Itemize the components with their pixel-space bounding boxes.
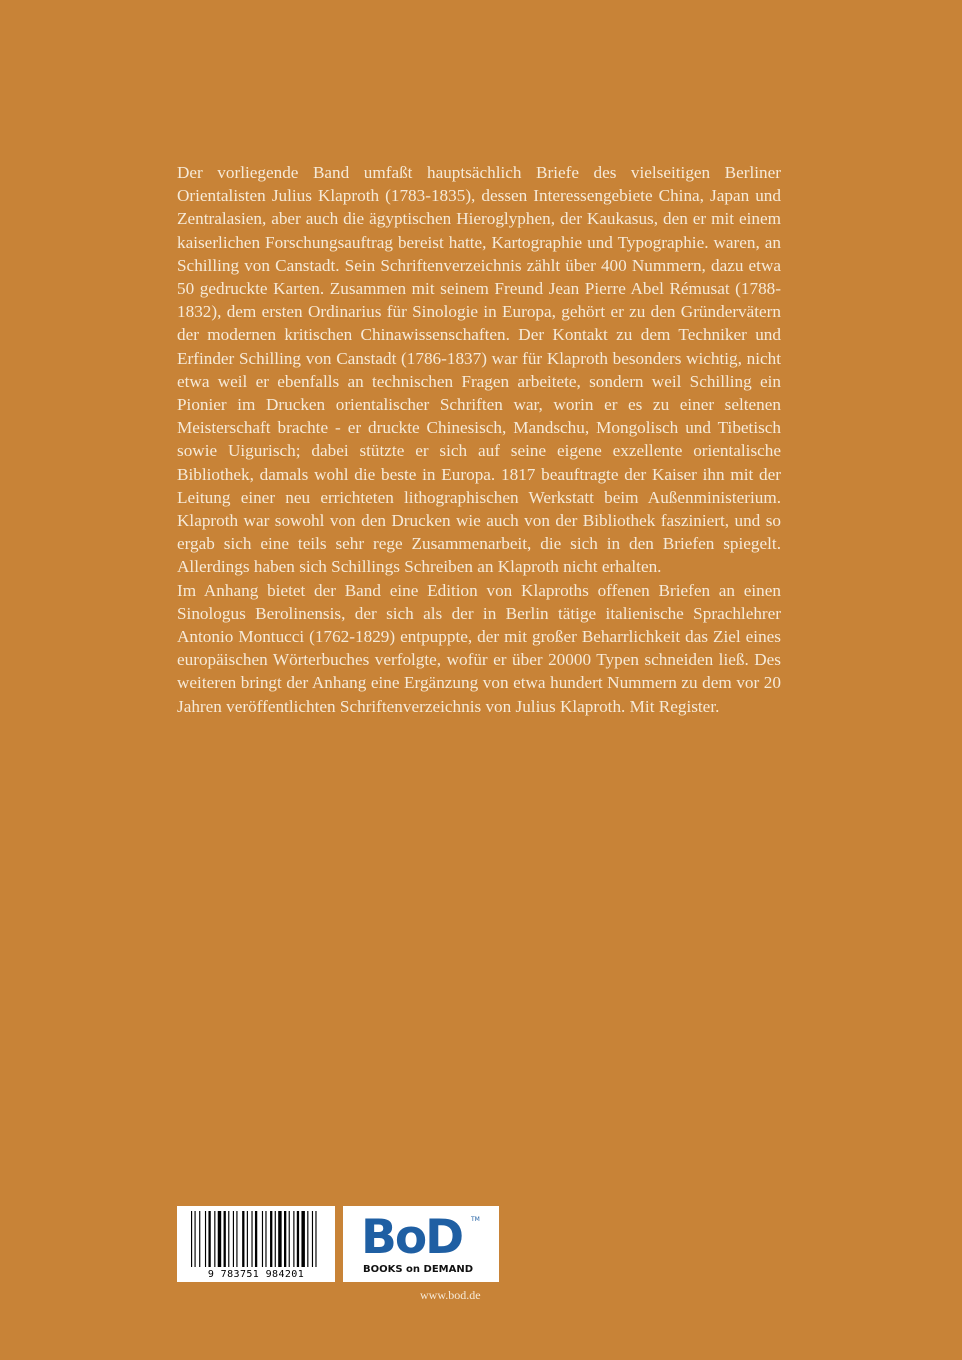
trademark-sign: TM <box>471 1216 480 1223</box>
barcode-icon <box>191 1211 323 1267</box>
blurb-paragraph-1: Der vorliegende Band umfaßt hauptsächlich Briefe des vielseitigen Berliner Orientalisten Julius Klaproth (1783-1835), dessen Interessengebiete China, Japan und Zentralasien, aber auch die ägyptischen Hieroglyphen, der Kaukasus, den er mit einem kaiserlichen Forschungsauftrag bereist hatte, Kartographie und Typographie. waren, an Schilling von Canstadt. Sein Schriftenverzeichnis zählt über 400 Nummern, dazu etwa 50 gedruckte Karten. Zusammen mit seinem Freund Jean Pierre Abel Rémusat (1788-1832), dem ersten Ordinarius für Sinologie in Europa, gehört er zu den Gründervätern der modernen kritischen Chinawissenschaften. Der Kontakt zu dem Techniker und Erfinder Schilling von Canstadt (1786-1837) war für Klaproth besonders wichtig, nicht etwa weil er ebenfalls an technischen Fragen arbeitete, sondern weil Schilling ein Pionier im Drucken orientalischer Schriften war, worin er es zu einer seltenen Meisterschaft brachte - er druckte Chinesisch, Mandschu, Mongolisch und Tibetisch sowie Uigurisch; dabei stützte er sich auf seine eigene exzellente orientalische Bibliothek, damals wohl die beste in Europa. 1817 beauftragte der Kaiser ihn mit der Leitung einer neu errichteten lithographischen Werkstatt beim Außenministerium. Klaproth war sowohl von den Drucken wie auch von der Bibliothek fasziniert, und so ergab sich eine teils sehr rege Zusammenarbeit, die sich in den Briefen spiegelt. Allerdings haben sich Schillings Schreiben an Klaproth nicht erhalten. <box>177 163 781 577</box>
isbn-digits: 9 783751 984201 <box>207 1269 305 1280</box>
publisher-website: www.bod.de <box>420 1288 481 1302</box>
back-cover-blurb <box>177 161 781 718</box>
bod-logo-subtitle: BOOKS on DEMAND <box>363 1264 474 1275</box>
publisher-logo <box>343 1206 499 1282</box>
blurb-paragraph-2: Im Anhang bietet der Band eine Edition von Klaproths offenen Briefen an einen Sinologus Berolinensis, der sich als der in Berlin tätige italienische Sprachlehrer Antonio Montucci (1762-1829) entpuppte, der mit großer Beharrlichkeit das Ziel eines europäischen Wörterbuches verfolgte, wofür er über 20000 Typen schneiden ließ. Des weiteren bringt der Anhang eine Ergänzung von etwa hundert Nummern zu dem vor 20 Jahren veröffentlichten Schriftenverzeichnis von Julius Klaproth. Mit Register. <box>177 580 781 716</box>
isbn-barcode <box>177 1206 335 1282</box>
bod-logo-mark: BoD <box>361 1210 463 1265</box>
